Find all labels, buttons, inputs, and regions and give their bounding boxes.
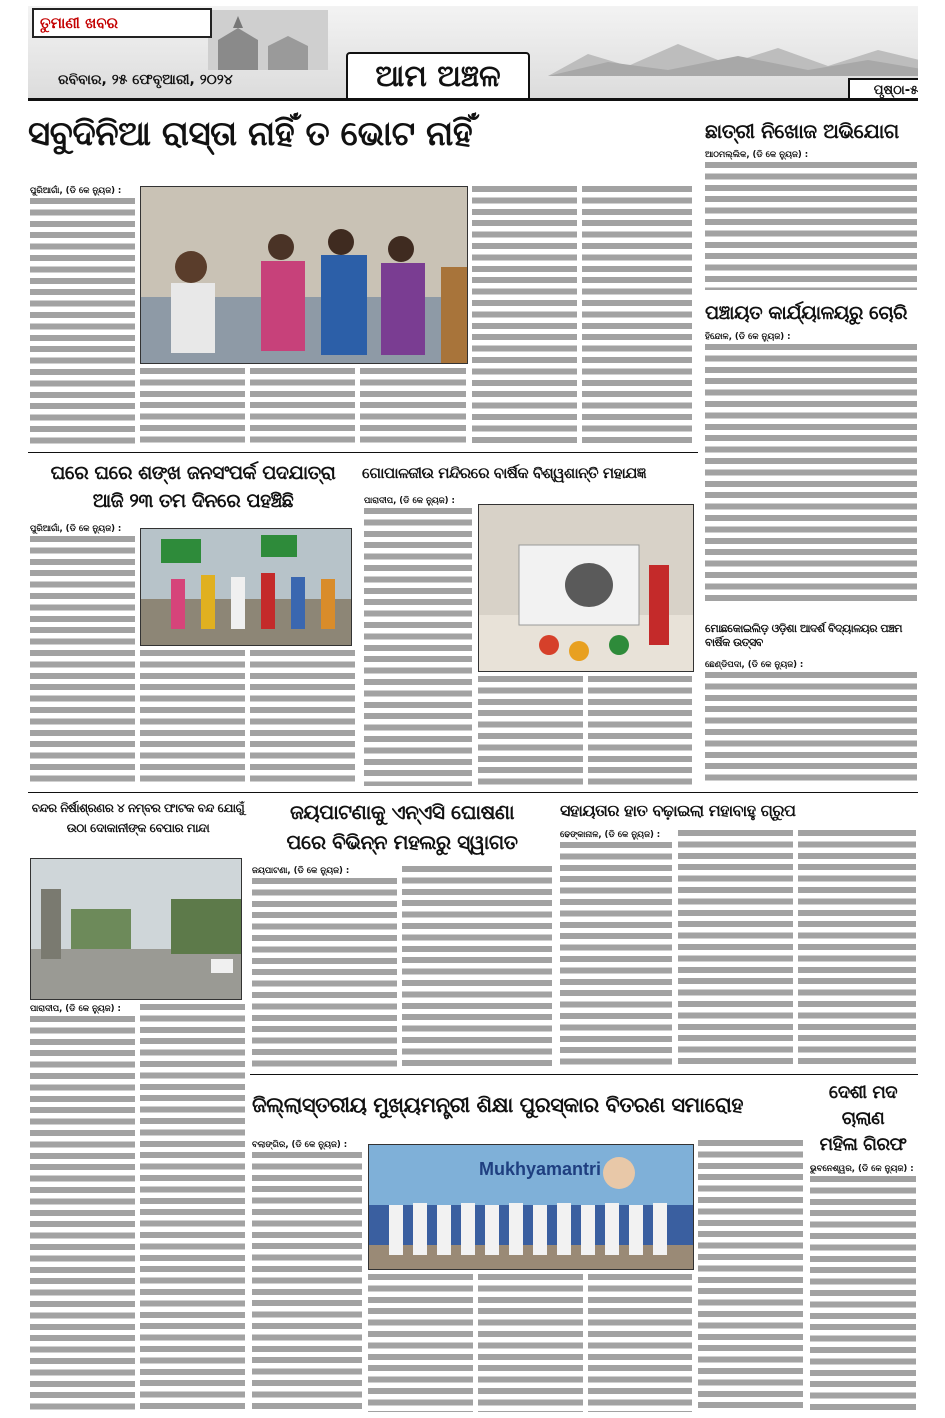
page-number: ପୃଷ୍ଠା-୫ [848,78,918,101]
body-jayapatna-col1 [252,878,397,1068]
headline-gopalji: ଗୋପାଳଜୀଉ ମନ୍ଦିରରେ ବାର୍ଷିକ ବିଶ୍ୱଶାନ୍ତି ମହାଯଜ୍ଞ [362,464,646,482]
headline-school: ମୋଛକୋଇଲିଡ଼ ଓଡ଼ିଶା ଆଦର୍ଶ ବିଦ୍ୟାଳୟର ପଞ୍ଚମ ବାର୍ଷିକ ଉତ୍ସବ [705,622,902,649]
photo-road-meeting [140,186,468,364]
headline-liquor-2: ଚାଲାଣ [841,1108,885,1129]
byline-award: ବଲାଙ୍ଗିର, (ଡି କେ ନ୍ୟୁଜ) : [252,1140,348,1150]
body-award-col4 [588,1274,692,1412]
body-student [705,162,917,290]
body-mahabahu-col2 [678,830,793,1068]
headline-jayapatna-2: ପରେ ବିଭିନ୍ନ ମହଲରୁ ସ୍ୱାଗତ [286,830,518,854]
headline-port: ବନ୍ଦର ନିର୍ଷାଶ୍ରଣର ୪ ନମ୍ବର ଫାଟକ ବନ୍ଦ ଯୋଗୁଁ ଉଠା ଦୋକାନୀଙ୍କ ବେପାର ମାନ୍ଦା [31,801,245,835]
brand-name: ତୁମାଣୀ ଖବର [32,8,212,38]
body-padayatra-col1 [30,536,135,786]
headline-student: ଛାତ୍ରୀ ନିଖୋଜ ଅଭିଯୋଗ [705,119,899,143]
award-banner-text: Mukhyamantri [479,1159,602,1179]
byline-padayatra: ପୁରିଆଗାଁ, (ଡି କେ ନ୍ୟୁଜ) : [30,524,122,534]
byline-panchayat: ହିନ୍ଦୋଳ, (ଡି କେ ନ୍ୟୁଜ) : [705,332,791,342]
section-title: ଆମ ଅଞ୍ଚଳ [346,52,530,101]
body-gopalji-col3 [588,676,692,786]
body-award-col1 [252,1152,362,1412]
photo-port-gate-image [31,859,241,999]
headline-road: ସବୁଦିନିଆ ରାସ୍ତା ନାହିଁ ତ ଭୋଟ ନାହିଁ [28,114,473,154]
body-award-col3 [478,1274,583,1412]
headline-padayatra-2: ଆଜି ୨୩ ତମ ଦିନରେ ପହଞ୍ଚିଛି [92,490,294,512]
divider-lower [250,1074,918,1075]
body-award-col5 [698,1140,803,1412]
divider-middle [28,792,918,793]
body-liquor [810,1176,916,1412]
body-panchayat [705,344,917,606]
body-mahabahu-col3 [798,830,916,1068]
headline-panchayat: ପଞ୍ଚାୟତ କାର୍ଯ୍ୟାଳୟରୁ ଚୋରି [705,302,908,324]
body-road-col3 [250,368,355,446]
headline-liquor-1: ଦେଶୀ ମଦ [828,1082,898,1103]
photo-award [368,1144,694,1270]
body-road-col5 [472,186,577,446]
body-road-col4 [360,368,466,446]
headline-liquor-3: ମହିଳା ଗିରଫ [819,1134,907,1155]
headline-padayatra-1: ଘରେ ଘରେ ଶଙ୍ଖ ଜନସଂପର୍କ ପଦଯାତ୍ରା [50,462,336,484]
body-road-col6 [582,186,692,446]
body-port-col2 [140,1004,245,1412]
byline-school: ଛେଣ୍ଡିପଦା, (ଡି କେ ନ୍ୟୁଜ) : [705,660,804,670]
body-padayatra-col3 [250,650,355,786]
photo-port-gate [30,858,242,1000]
photo-padayatra [140,528,352,646]
byline-mahabahu: ଢେଙ୍କାନାଳ, (ଡି କେ ନ୍ୟୁଜ) : [560,830,661,840]
temple-illustration [208,10,328,70]
masthead [28,6,918,101]
byline-jayapatna: ଜୟପାଟଣା, (ଡି କେ ନ୍ୟୁଜ) : [252,866,350,876]
byline-port: ପାରାଦୀପ, (ଡି କେ ନ୍ୟୁଜ) : [30,1004,121,1014]
divider-top [28,452,698,453]
headline-award: ଜିଲ୍ଲାସ୍ତରୀୟ ମୁଖ୍ୟମନ୍ତ୍ରୀ ଶିକ୍ଷା ପୁରସ୍କାର ବିତରଣ ସମାରୋହ [252,1093,744,1117]
byline-student: ଆଠମଲ୍ଲିକ, (ଡି କେ ନ୍ୟୁଜ) : [705,150,809,160]
byline-liquor: ଭୁବନେଶ୍ୱର, (ଡି କେ ନ୍ୟୁଜ) : [810,1164,914,1174]
issue-date: ରବିବାର, ୨୫ ଫେବୃଆରୀ, ୨୦୨୪ [58,72,233,88]
body-school [705,672,917,786]
photo-road-meeting-image [141,187,467,363]
body-jayapatna-col2 [402,866,552,1068]
headline-mahabahu: ସହାୟତାର ହାତ ବଢ଼ାଇଲା ମହାବାହୁ ଗ୍ରୁପ [560,801,796,820]
body-award-col2 [368,1274,473,1412]
body-padayatra-col2 [140,650,245,786]
byline-gopalji: ପାରାଦୀପ, (ଡି କେ ନ୍ୟୁଜ) : [364,496,455,506]
body-road-col2 [140,368,245,446]
headline-jayapatna-1: ଜୟପାଟଣାକୁ ଏନ୍‌ଏସି ଘୋଷଣା [289,800,515,824]
body-road-col1 [30,198,135,446]
photo-padayatra-image [141,529,351,645]
photo-gopalji [478,504,694,672]
hills-graphic [548,36,918,76]
byline-road: ପୁରିଆଗାଁ, (ଡି କେ ନ୍ୟୁଜ) : [30,186,122,196]
body-port-col1 [30,1016,135,1412]
body-mahabahu-col1 [560,842,672,1068]
body-gopalji-col1 [364,508,472,786]
body-gopalji-col2 [478,676,583,786]
photo-gopalji-image [479,505,693,671]
